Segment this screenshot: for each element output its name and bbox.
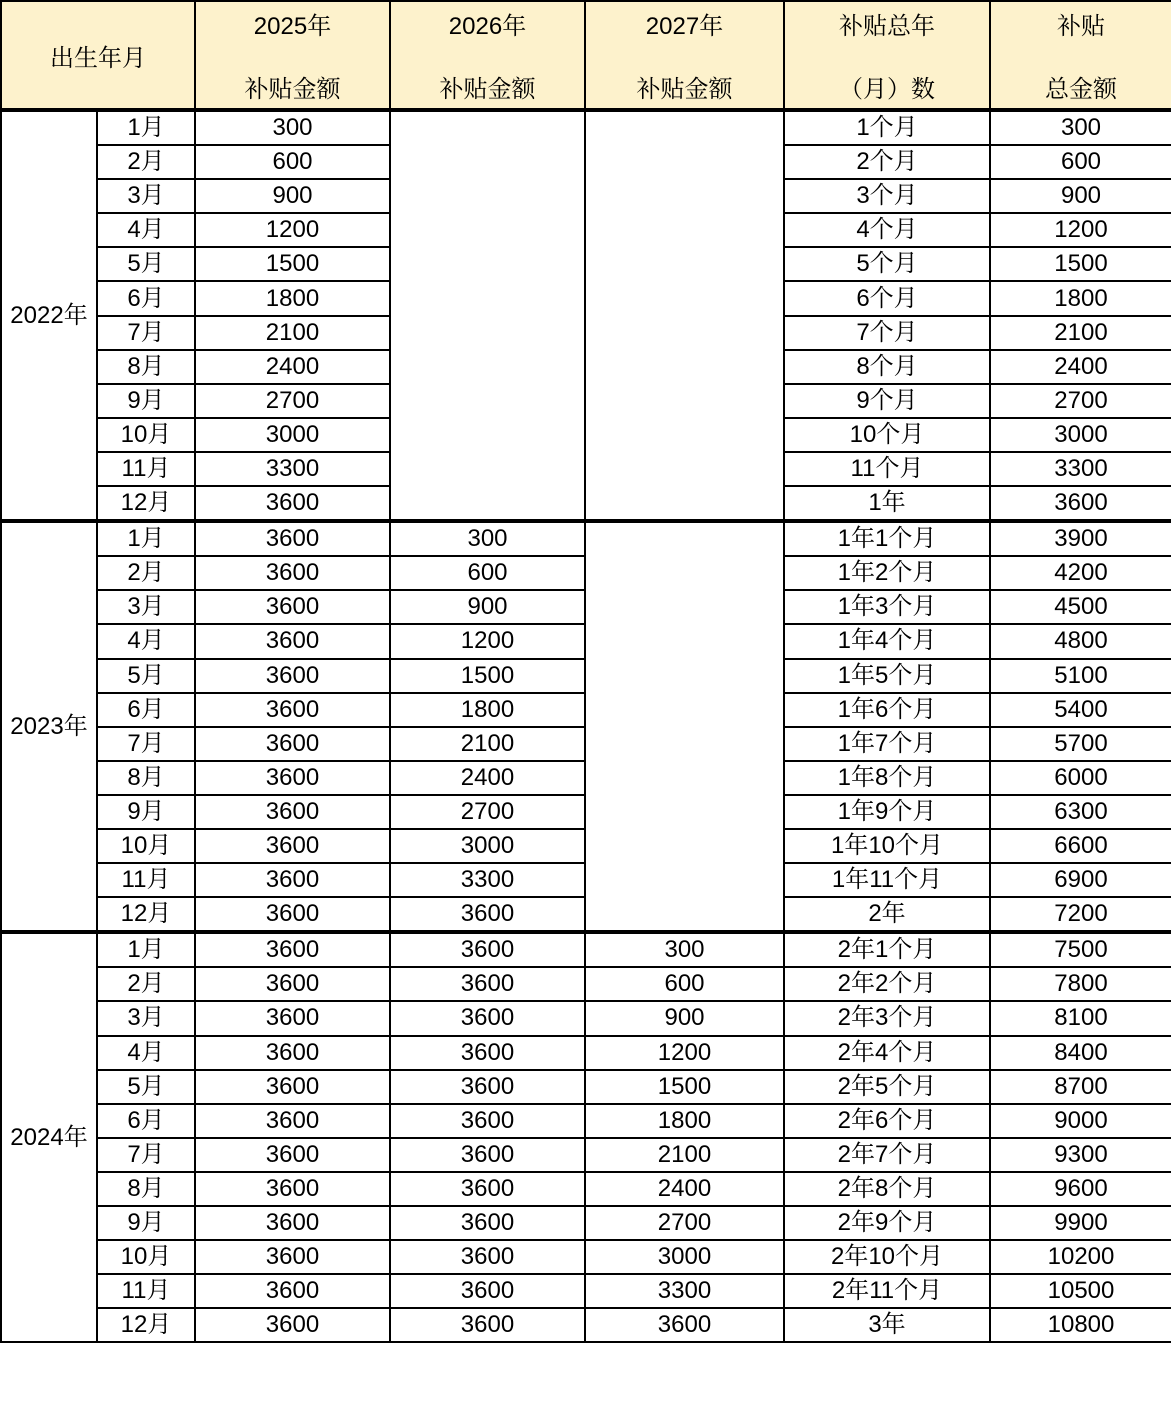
- total-duration-cell: 2年: [784, 897, 990, 932]
- total-duration-cell: 1年: [784, 486, 990, 521]
- month-cell: 6月: [97, 281, 195, 315]
- table-row: [1, 967, 1171, 1001]
- header-2027-line1: 2027年: [645, 13, 724, 40]
- total-amount-cell: 900: [990, 179, 1171, 213]
- total-duration-cell: 2年1个月: [784, 932, 990, 967]
- amount-2026-cell: 900: [390, 590, 585, 624]
- total-duration-cell: 1年4个月: [784, 624, 990, 658]
- header-total-amount-line1: 补贴: [1057, 13, 1105, 40]
- header-total-months-line1: 补贴总年: [839, 13, 935, 40]
- table-row: [1, 1206, 1171, 1240]
- total-duration-cell: 6个月: [784, 281, 990, 315]
- amount-2026-cell: 3600: [390, 1172, 585, 1206]
- header-birth-date-label: 出生年月: [50, 44, 146, 72]
- table-row: [1, 1172, 1171, 1206]
- amount-2027-cell: 1800: [585, 1104, 784, 1138]
- table-row: [1, 1308, 1171, 1342]
- month-cell: 2月: [97, 556, 195, 590]
- table-row: [1, 1036, 1171, 1070]
- month-cell: 11月: [97, 863, 195, 897]
- total-amount-cell: 7500: [990, 932, 1171, 967]
- amount-2025-cell: 3600: [195, 967, 390, 1001]
- total-duration-cell: 2个月: [784, 145, 990, 179]
- total-amount-cell: 8700: [990, 1070, 1171, 1104]
- month-cell: 2月: [97, 967, 195, 1001]
- month-cell: 1月: [97, 110, 195, 145]
- month-cell: 8月: [97, 761, 195, 795]
- total-duration-cell: 1年10个月: [784, 829, 990, 863]
- amount-2026-cell: 3300: [390, 863, 585, 897]
- total-amount-cell: 5400: [990, 693, 1171, 727]
- header-total-amount: [990, 1, 1171, 110]
- amount-2026-cell: 2100: [390, 727, 585, 761]
- month-cell: 9月: [97, 1206, 195, 1240]
- total-duration-cell: 1年7个月: [784, 727, 990, 761]
- month-cell: 9月: [97, 795, 195, 829]
- amount-2025-cell: 2700: [195, 384, 390, 418]
- month-cell: 6月: [97, 693, 195, 727]
- header-2026-line2: 补贴金额: [439, 76, 536, 103]
- total-duration-cell: 2年2个月: [784, 967, 990, 1001]
- month-cell: 4月: [97, 213, 195, 247]
- amount-2025-cell: 1800: [195, 281, 390, 315]
- header-birth-date: [1, 1, 195, 110]
- amount-2026-cell: 1500: [390, 659, 585, 693]
- amount-2026-cell: 3600: [390, 1001, 585, 1035]
- month-cell: 10月: [97, 829, 195, 863]
- month-cell: 5月: [97, 247, 195, 281]
- total-duration-cell: 2年3个月: [784, 1001, 990, 1035]
- amount-2025-cell: 3600: [195, 624, 390, 658]
- month-cell: 4月: [97, 1036, 195, 1070]
- total-amount-cell: 4500: [990, 590, 1171, 624]
- total-duration-cell: 2年10个月: [784, 1240, 990, 1274]
- amount-2026-cell: 3600: [390, 1104, 585, 1138]
- total-duration-cell: 1年9个月: [784, 795, 990, 829]
- total-duration-cell: 4个月: [784, 213, 990, 247]
- month-cell: 10月: [97, 1240, 195, 1274]
- total-amount-cell: 7200: [990, 897, 1171, 932]
- total-amount-cell: 10200: [990, 1240, 1171, 1274]
- month-cell: 11月: [97, 1274, 195, 1308]
- month-cell: 10月: [97, 418, 195, 452]
- total-amount-cell: 1500: [990, 247, 1171, 281]
- amount-2026-cell: 3600: [390, 1138, 585, 1172]
- amount-2027-cell: 3000: [585, 1240, 784, 1274]
- header-total-months-line2: （月）数: [839, 76, 935, 103]
- total-duration-cell: 1个月: [784, 110, 990, 145]
- header-2026-line1: 2026年: [448, 13, 527, 40]
- total-amount-cell: 2700: [990, 384, 1171, 418]
- amount-2026-cell: 3000: [390, 829, 585, 863]
- total-duration-cell: 3个月: [784, 179, 990, 213]
- month-cell: 3月: [97, 590, 195, 624]
- amount-2025-cell: 3600: [195, 521, 390, 556]
- table-header: [1, 1, 1171, 110]
- total-duration-cell: 2年4个月: [784, 1036, 990, 1070]
- header-total-amount-line2: 总金额: [1045, 76, 1117, 103]
- table-row: [1, 1104, 1171, 1138]
- amount-2025-cell: 3600: [195, 897, 390, 932]
- header-2026-amount: [390, 1, 585, 110]
- total-amount-cell: 3300: [990, 452, 1171, 486]
- total-amount-cell: 2100: [990, 316, 1171, 350]
- total-duration-cell: 1年5个月: [784, 659, 990, 693]
- total-amount-cell: 7800: [990, 967, 1171, 1001]
- amount-2025-cell: 3600: [195, 486, 390, 521]
- table-row: [1, 932, 1171, 967]
- birth-year-cell: 2024年: [1, 932, 97, 1342]
- total-duration-cell: 2年6个月: [784, 1104, 990, 1138]
- table-row: [1, 1001, 1171, 1035]
- month-cell: 2月: [97, 145, 195, 179]
- amount-2027-cell: 300: [585, 932, 784, 967]
- month-cell: 1月: [97, 932, 195, 967]
- table-body: [1, 110, 1171, 1342]
- month-cell: 9月: [97, 384, 195, 418]
- total-amount-cell: 9900: [990, 1206, 1171, 1240]
- amount-2025-cell: 3600: [195, 1001, 390, 1035]
- amount-2027-cell: 2700: [585, 1206, 784, 1240]
- blank-merged-cell: [585, 110, 784, 521]
- amount-2025-cell: 900: [195, 179, 390, 213]
- blank-merged-cell: [390, 110, 585, 521]
- amount-2026-cell: 3600: [390, 967, 585, 1001]
- amount-2025-cell: 2400: [195, 350, 390, 384]
- header-2025-amount: [195, 1, 390, 110]
- table-row: [1, 1138, 1171, 1172]
- amount-2026-cell: 2700: [390, 795, 585, 829]
- table-row: [1, 1240, 1171, 1274]
- header-2027-amount: [585, 1, 784, 110]
- total-amount-cell: 9600: [990, 1172, 1171, 1206]
- total-amount-cell: 6000: [990, 761, 1171, 795]
- amount-2026-cell: 3600: [390, 1274, 585, 1308]
- total-duration-cell: 2年11个月: [784, 1274, 990, 1308]
- amount-2025-cell: 2100: [195, 316, 390, 350]
- total-duration-cell: 10个月: [784, 418, 990, 452]
- month-cell: 5月: [97, 1070, 195, 1104]
- amount-2025-cell: 3600: [195, 1308, 390, 1342]
- total-amount-cell: 600: [990, 145, 1171, 179]
- amount-2025-cell: 3600: [195, 1172, 390, 1206]
- total-amount-cell: 6900: [990, 863, 1171, 897]
- amount-2025-cell: 3600: [195, 932, 390, 967]
- amount-2026-cell: 3600: [390, 1308, 585, 1342]
- amount-2027-cell: 600: [585, 967, 784, 1001]
- total-amount-cell: 300: [990, 110, 1171, 145]
- total-amount-cell: 9000: [990, 1104, 1171, 1138]
- amount-2025-cell: 3600: [195, 1070, 390, 1104]
- amount-2025-cell: 3600: [195, 556, 390, 590]
- total-amount-cell: 10800: [990, 1308, 1171, 1342]
- birth-year-cell: 2023年: [1, 521, 97, 932]
- table-row: [1, 521, 1171, 556]
- birth-year-cell: 2022年: [1, 110, 97, 521]
- amount-2026-cell: 300: [390, 521, 585, 556]
- blank-merged-cell: [585, 521, 784, 932]
- total-duration-cell: 5个月: [784, 247, 990, 281]
- amount-2027-cell: 3600: [585, 1308, 784, 1342]
- amount-2025-cell: 3600: [195, 795, 390, 829]
- total-duration-cell: 1年8个月: [784, 761, 990, 795]
- amount-2026-cell: 3600: [390, 1206, 585, 1240]
- total-amount-cell: 3900: [990, 521, 1171, 556]
- total-amount-cell: 5100: [990, 659, 1171, 693]
- total-amount-cell: 6300: [990, 795, 1171, 829]
- total-amount-cell: 1800: [990, 281, 1171, 315]
- amount-2025-cell: 3600: [195, 1206, 390, 1240]
- month-cell: 7月: [97, 1138, 195, 1172]
- month-cell: 3月: [97, 179, 195, 213]
- month-cell: 12月: [97, 486, 195, 521]
- total-amount-cell: 8400: [990, 1036, 1171, 1070]
- total-amount-cell: 4800: [990, 624, 1171, 658]
- amount-2026-cell: 600: [390, 556, 585, 590]
- month-cell: 6月: [97, 1104, 195, 1138]
- header-2025-line2: 补贴金额: [244, 76, 341, 103]
- amount-2025-cell: 3600: [195, 659, 390, 693]
- month-cell: 12月: [97, 1308, 195, 1342]
- amount-2025-cell: 3600: [195, 829, 390, 863]
- amount-2027-cell: 2400: [585, 1172, 784, 1206]
- total-duration-cell: 2年9个月: [784, 1206, 990, 1240]
- amount-2025-cell: 3600: [195, 1240, 390, 1274]
- amount-2027-cell: 900: [585, 1001, 784, 1035]
- total-duration-cell: 8个月: [784, 350, 990, 384]
- amount-2025-cell: 3600: [195, 693, 390, 727]
- header-2025-line1: 2025年: [253, 13, 332, 40]
- total-duration-cell: 1年1个月: [784, 521, 990, 556]
- total-amount-cell: 6600: [990, 829, 1171, 863]
- total-amount-cell: 5700: [990, 727, 1171, 761]
- amount-2027-cell: 1500: [585, 1070, 784, 1104]
- amount-2025-cell: 3600: [195, 1036, 390, 1070]
- header-2027-line2: 补贴金额: [636, 76, 733, 103]
- amount-2025-cell: 3300: [195, 452, 390, 486]
- amount-2026-cell: 3600: [390, 897, 585, 932]
- total-duration-cell: 7个月: [784, 316, 990, 350]
- amount-2027-cell: 3300: [585, 1274, 784, 1308]
- total-duration-cell: 2年8个月: [784, 1172, 990, 1206]
- month-cell: 7月: [97, 727, 195, 761]
- table-row: [1, 110, 1171, 145]
- table-row: [1, 1274, 1171, 1308]
- amount-2025-cell: 600: [195, 145, 390, 179]
- month-cell: 7月: [97, 316, 195, 350]
- month-cell: 4月: [97, 624, 195, 658]
- amount-2025-cell: 3600: [195, 727, 390, 761]
- total-amount-cell: 1200: [990, 213, 1171, 247]
- total-amount-cell: 10500: [990, 1274, 1171, 1308]
- total-amount-cell: 8100: [990, 1001, 1171, 1035]
- total-duration-cell: 9个月: [784, 384, 990, 418]
- amount-2027-cell: 1200: [585, 1036, 784, 1070]
- amount-2026-cell: 3600: [390, 1240, 585, 1274]
- amount-2025-cell: 3600: [195, 1274, 390, 1308]
- month-cell: 8月: [97, 350, 195, 384]
- amount-2026-cell: 3600: [390, 1070, 585, 1104]
- month-cell: 5月: [97, 659, 195, 693]
- amount-2026-cell: 1800: [390, 693, 585, 727]
- total-duration-cell: 1年6个月: [784, 693, 990, 727]
- month-cell: 8月: [97, 1172, 195, 1206]
- total-duration-cell: 1年2个月: [784, 556, 990, 590]
- total-amount-cell: 3000: [990, 418, 1171, 452]
- amount-2025-cell: 300: [195, 110, 390, 145]
- total-amount-cell: 9300: [990, 1138, 1171, 1172]
- total-duration-cell: 3年: [784, 1308, 990, 1342]
- total-duration-cell: 2年5个月: [784, 1070, 990, 1104]
- header-row: [1, 1, 1171, 110]
- header-total-months: [784, 1, 990, 110]
- total-amount-cell: 3600: [990, 486, 1171, 521]
- amount-2027-cell: 2100: [585, 1138, 784, 1172]
- amount-2025-cell: 3600: [195, 1104, 390, 1138]
- total-duration-cell: 1年3个月: [784, 590, 990, 624]
- month-cell: 11月: [97, 452, 195, 486]
- amount-2025-cell: 1500: [195, 247, 390, 281]
- amount-2025-cell: 1200: [195, 213, 390, 247]
- total-duration-cell: 11个月: [784, 452, 990, 486]
- amount-2026-cell: 3600: [390, 1036, 585, 1070]
- amount-2026-cell: 1200: [390, 624, 585, 658]
- amount-2025-cell: 3600: [195, 1138, 390, 1172]
- amount-2025-cell: 3000: [195, 418, 390, 452]
- amount-2026-cell: 3600: [390, 932, 585, 967]
- amount-2025-cell: 3600: [195, 590, 390, 624]
- table-row: [1, 1070, 1171, 1104]
- total-duration-cell: 2年7个月: [784, 1138, 990, 1172]
- month-cell: 1月: [97, 521, 195, 556]
- month-cell: 12月: [97, 897, 195, 932]
- total-amount-cell: 4200: [990, 556, 1171, 590]
- total-amount-cell: 2400: [990, 350, 1171, 384]
- total-duration-cell: 1年11个月: [784, 863, 990, 897]
- amount-2025-cell: 3600: [195, 761, 390, 795]
- amount-2026-cell: 2400: [390, 761, 585, 795]
- amount-2025-cell: 3600: [195, 863, 390, 897]
- month-cell: 3月: [97, 1001, 195, 1035]
